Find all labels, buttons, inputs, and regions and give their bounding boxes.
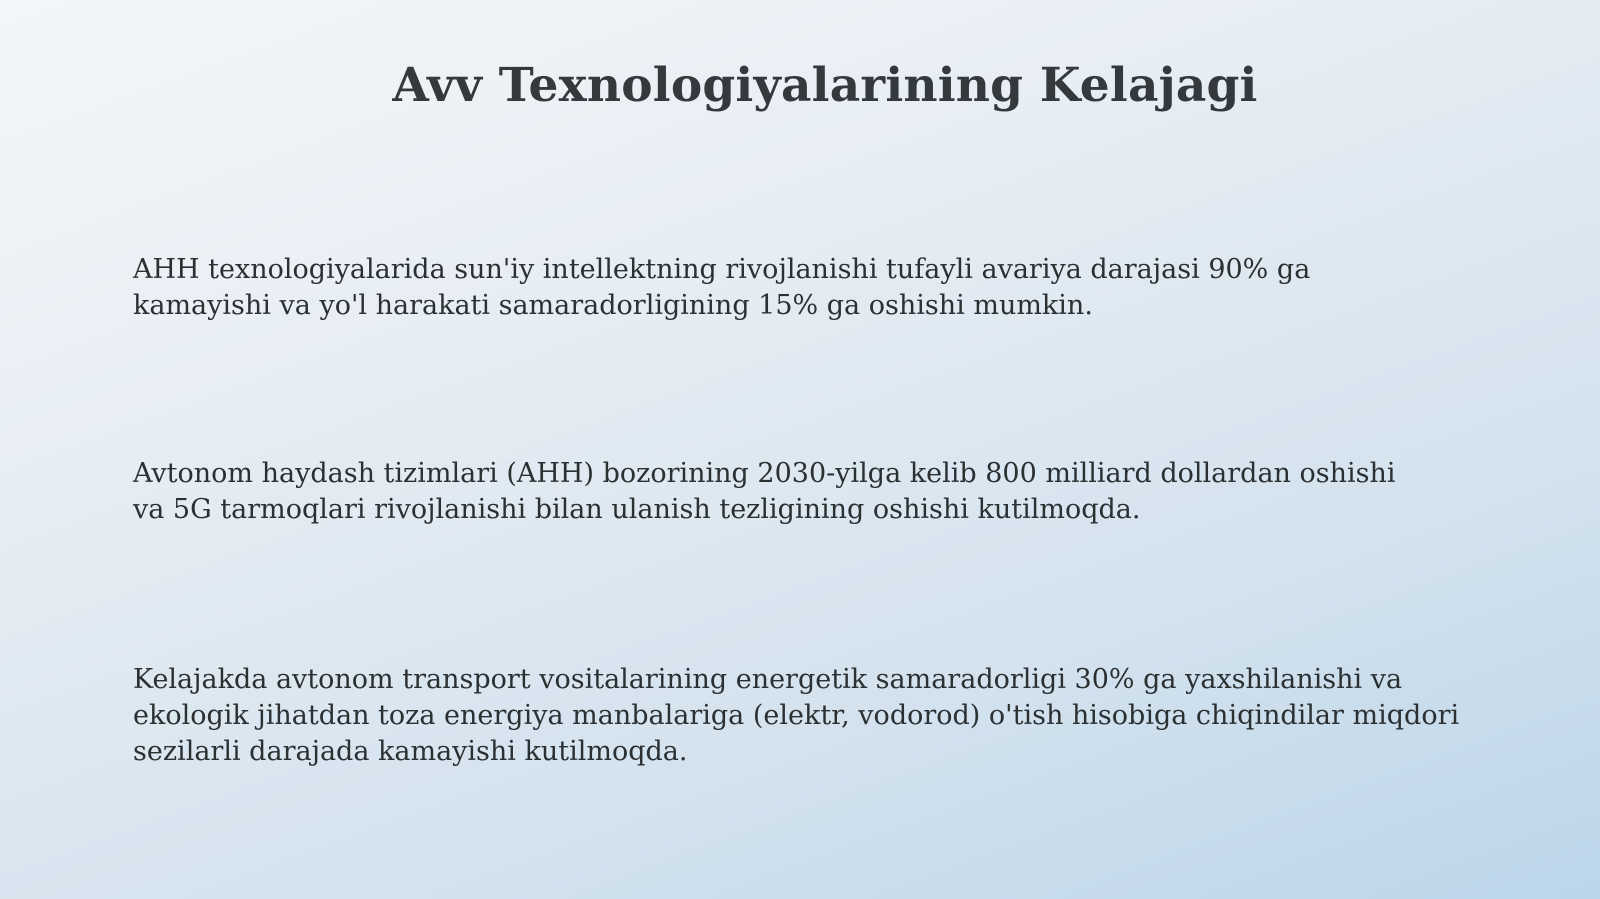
paragraph-accident-reduction: AHH texnologiyalarida sun'iy intellektning rivojlanishi tufayli avariya darajasi 90% ga kamayishi va yo'l harakati samaradorligining 15% ga oshishi mumkin. [133, 254, 1311, 321]
slide-title: Avv Texnologiyalarining Kelajagi [392, 58, 1258, 113]
paragraph-market-growth: Avtonom haydash tizimlari (AHH) bozorining 2030-yilga kelib 800 milliard dollardan oshishi va 5G tarmoqlari rivojlanishi bilan ulanish tezligining oshishi kutilmoqda. [133, 458, 1396, 525]
paragraph-energy-efficiency: Kelajakda avtonom transport vositalarining energetik samaradorligi 30% ga yaxshilanishi va ekologik jihatdan toza energiya manbalariga (elektr, vodorod) o'tish hisobiga chiqindilar miqdori sezilarli darajada kamayishi kutilmoqda. [133, 664, 1460, 767]
